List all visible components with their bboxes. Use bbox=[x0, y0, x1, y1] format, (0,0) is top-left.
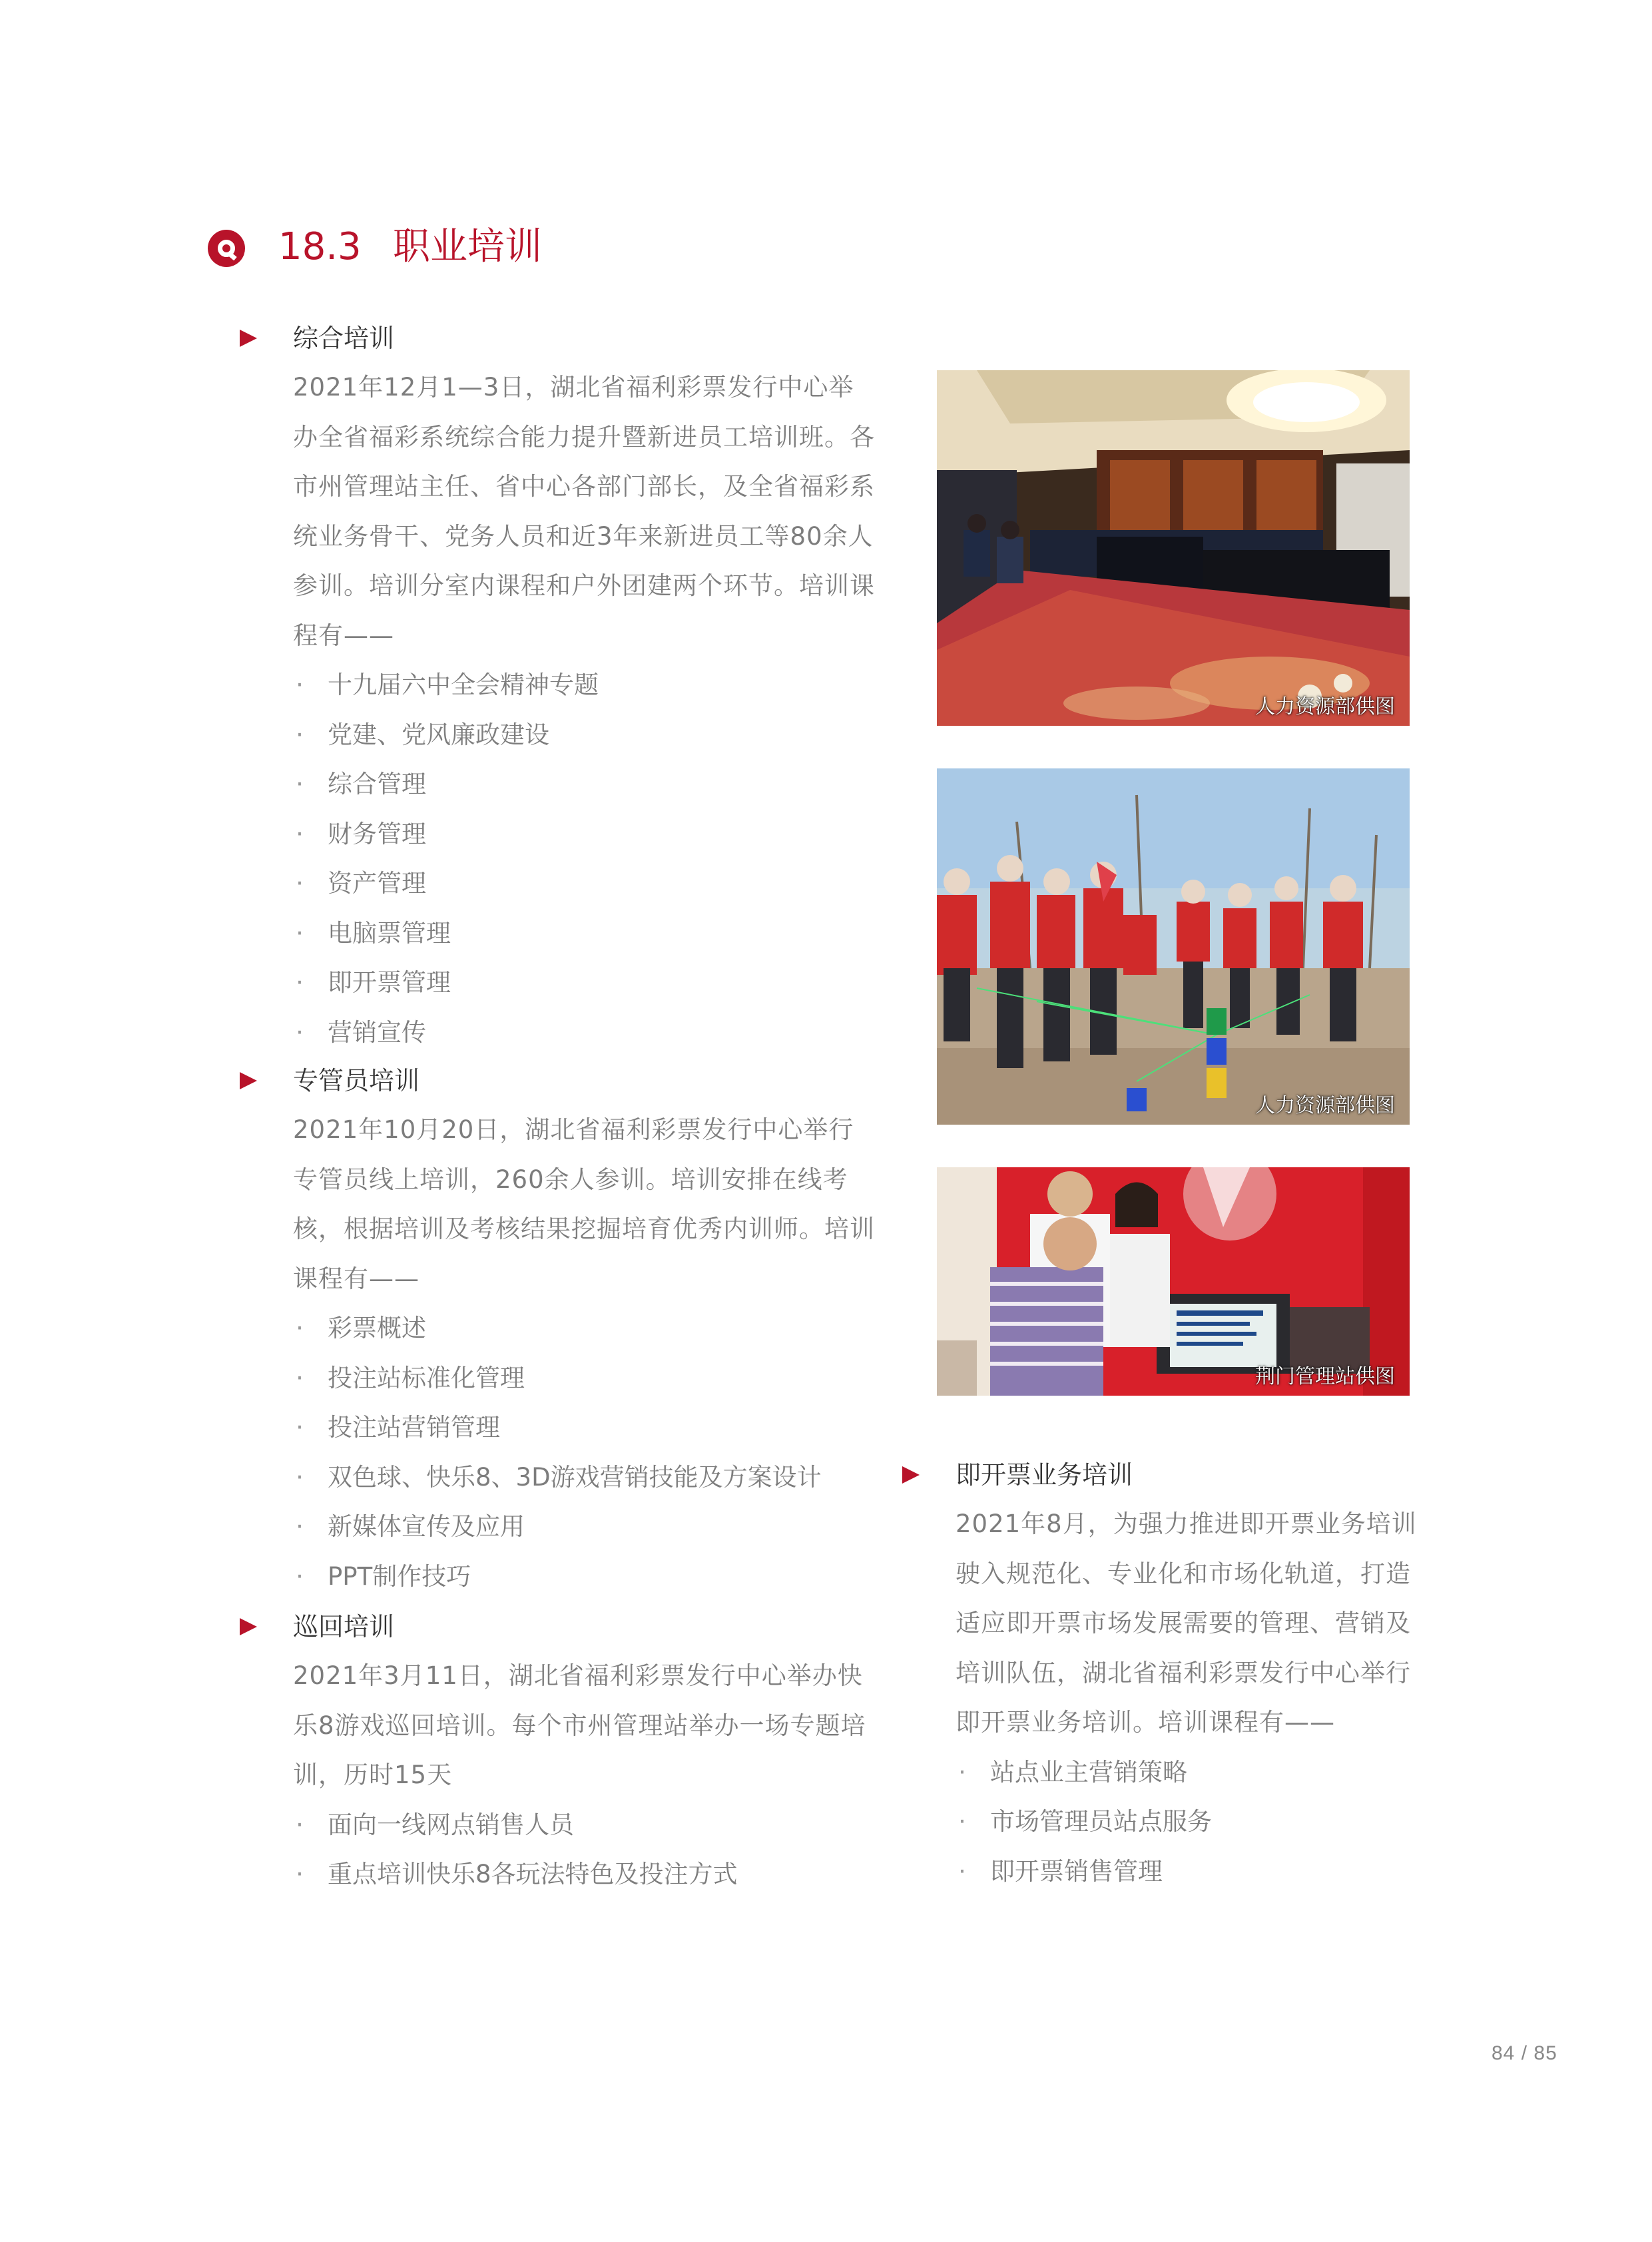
paragraph: 2021年10月20日，湖北省福利彩票发行中心举行专管员线上培训，260余人参训。培训安排在线考核，根据培训及考核结果挖掘培育优秀内训师。培训课程有—— bbox=[293, 1115, 875, 1293]
list-item: · 十九届六中全会精神专题 bbox=[293, 661, 879, 710]
photo-credit: 荆门管理站供图 bbox=[1255, 1365, 1395, 1388]
bullet-dot: · bbox=[958, 1807, 966, 1836]
triangle-bullet-icon bbox=[902, 1466, 920, 1484]
photo-lottery-station-training bbox=[937, 1167, 1410, 1396]
photo-outdoor-team-building bbox=[937, 768, 1410, 1125]
bullet-dot: · bbox=[296, 1413, 304, 1442]
section-general-training bbox=[240, 314, 879, 1057]
photo-credit: 人力资源部供图 bbox=[1255, 695, 1395, 718]
list-item: · 营销宣传 bbox=[293, 1008, 879, 1058]
bullet-dot: · bbox=[296, 770, 304, 798]
section-specialist-training bbox=[240, 1056, 879, 1601]
section-title: 职业培训 bbox=[393, 225, 542, 268]
list-item: · 新媒体宣传及应用 bbox=[293, 1502, 879, 1552]
bullet-dot: · bbox=[296, 1314, 304, 1342]
bullet-dot: · bbox=[958, 1856, 966, 1886]
bullet-dot: · bbox=[296, 1561, 304, 1591]
brand-logo-icon bbox=[208, 230, 245, 267]
team-building-scene-illustration bbox=[937, 768, 1410, 1125]
list-item: · 财务管理 bbox=[293, 810, 879, 860]
list-item: · 重点培训快乐8各玩法特色及投注方式 bbox=[293, 1850, 879, 1900]
paragraph: 2021年12月1—3日，湖北省福利彩票发行中心举办全省福彩系统综合能力提升暨新进员工培训班。各市州管理站主任、省中心各部门部长，及全省福彩系统业务骨干、党务人员和近3年来新进员工等80余人参训。培训分室内课程和户外团建两个环节。培训课程有—— bbox=[293, 373, 875, 650]
bullet-dot: · bbox=[296, 1860, 304, 1888]
list-item: · 党建、党风廉政建设 bbox=[293, 710, 879, 760]
list-item: · 投注站营销管理 bbox=[293, 1403, 879, 1453]
bullet-dot: · bbox=[296, 869, 304, 898]
bullet-dot: · bbox=[296, 671, 304, 699]
bullet-dot: · bbox=[296, 1810, 304, 1839]
subsection-title: 专管员培训 bbox=[293, 1066, 420, 1095]
list-item: · 面向一线网点销售人员 bbox=[293, 1801, 879, 1850]
list-item: · 彩票概述 bbox=[293, 1304, 879, 1354]
photo-conference-hall bbox=[937, 370, 1410, 726]
conference-scene-illustration bbox=[937, 370, 1410, 726]
triangle-bullet-icon bbox=[240, 1618, 257, 1635]
bullet-dot: · bbox=[296, 1462, 304, 1492]
list-item: · 市场管理员站点服务 bbox=[956, 1797, 1428, 1847]
section-tour-training bbox=[240, 1602, 879, 1900]
bullet-dot: · bbox=[296, 720, 304, 749]
bullet-dot: · bbox=[296, 819, 304, 848]
page-total: 85 bbox=[1533, 2042, 1557, 2064]
list-item: · 即开票销售管理 bbox=[956, 1847, 1428, 1897]
list-item: · 投注站标准化管理 bbox=[293, 1354, 879, 1404]
bullet-dot: · bbox=[296, 968, 304, 997]
triangle-bullet-icon bbox=[240, 330, 257, 347]
subsection-title: 综合培训 bbox=[293, 324, 395, 353]
page-number bbox=[1492, 2042, 1557, 2065]
list-item: · 站点业主营销策略 bbox=[956, 1748, 1428, 1798]
list-item: · PPT制作技巧 bbox=[293, 1552, 879, 1602]
photo-credit: 人力资源部供图 bbox=[1255, 1094, 1395, 1117]
triangle-bullet-icon bbox=[240, 1072, 257, 1089]
paragraph: 2021年3月11日，湖北省福利彩票发行中心举办快乐8游戏巡回培训。每个市州管理站举办一场专题培训，历时15天 bbox=[293, 1661, 866, 1789]
bullet-dot: · bbox=[296, 918, 304, 948]
subsection-title: 即开票业务培训 bbox=[956, 1460, 1133, 1490]
section-number: 18.3 bbox=[278, 225, 362, 268]
list-item: · 即开票管理 bbox=[293, 958, 879, 1008]
bullet-dot: · bbox=[958, 1757, 966, 1787]
bullet-dot: · bbox=[296, 1512, 304, 1541]
paragraph: 2021年8月，为强力推进即开票业务培训驶入规范化、专业化和市场化轨道，打造适应即开票市场发展需要的管理、营销及培训队伍，湖北省福利彩票发行中心举行即开票业务培训。培训课程有—— bbox=[956, 1510, 1417, 1737]
list-item: · 电脑票管理 bbox=[293, 909, 879, 959]
page-separator: / bbox=[1521, 2042, 1528, 2064]
subsection-title: 巡回培训 bbox=[293, 1612, 395, 1641]
bullet-dot: · bbox=[296, 1363, 304, 1392]
page-current: 84 bbox=[1492, 2042, 1515, 2064]
list-item: · 双色球、快乐8、3D游戏营销技能及方案设计 bbox=[293, 1453, 879, 1503]
section-instant-ticket-training bbox=[902, 1450, 1428, 1896]
list-item: · 资产管理 bbox=[293, 859, 879, 909]
bullet-dot: · bbox=[296, 1017, 304, 1047]
list-item: · 综合管理 bbox=[293, 760, 879, 810]
